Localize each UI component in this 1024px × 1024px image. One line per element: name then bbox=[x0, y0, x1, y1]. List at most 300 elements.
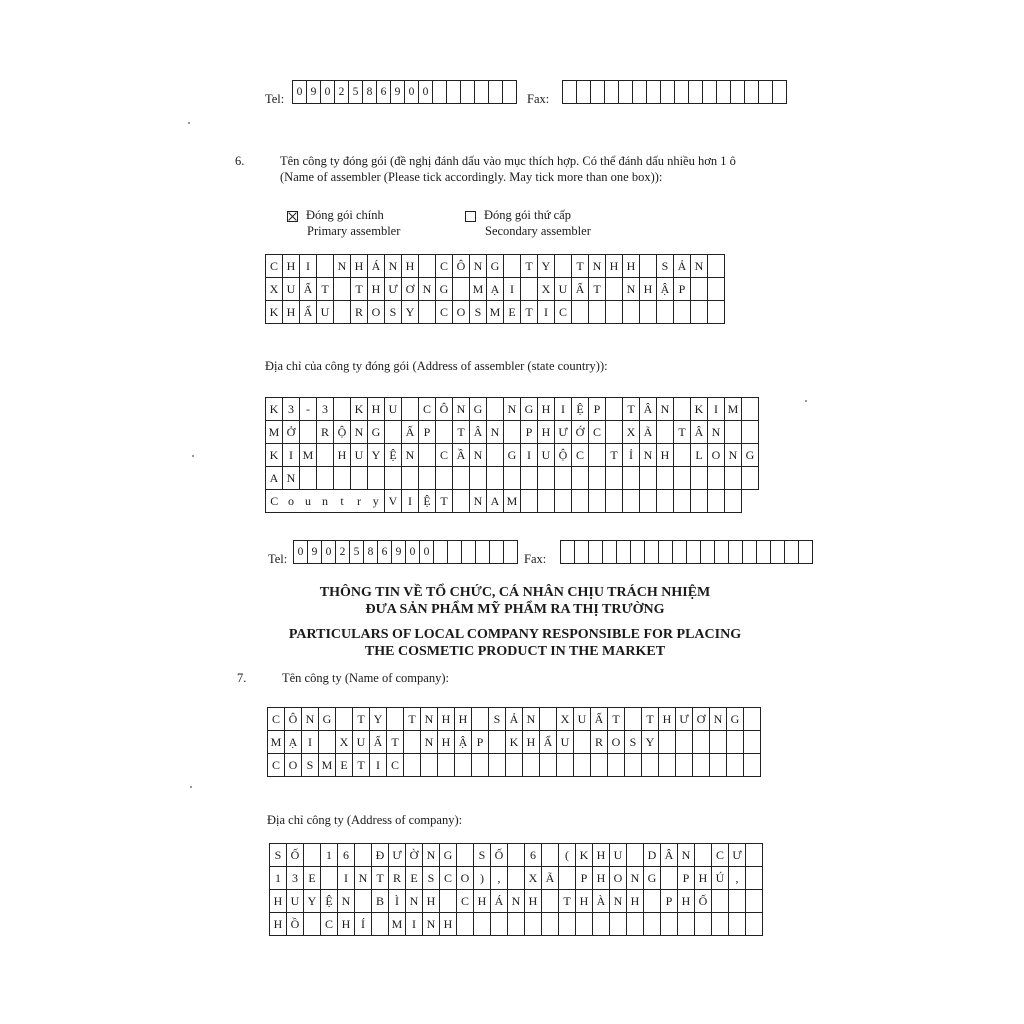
char-cell[interactable]: N bbox=[504, 398, 521, 421]
char-cell[interactable]: H bbox=[523, 731, 540, 754]
char-cell[interactable] bbox=[572, 301, 589, 324]
char-cell[interactable]: Đ bbox=[372, 844, 389, 867]
char-cell[interactable]: K bbox=[266, 301, 283, 324]
char-cell[interactable] bbox=[453, 467, 470, 490]
char-cell[interactable]: 0 bbox=[293, 81, 307, 104]
char-cell[interactable]: I bbox=[338, 867, 355, 890]
char-cell[interactable] bbox=[657, 421, 674, 444]
country-value-cell[interactable] bbox=[708, 490, 725, 513]
char-cell[interactable]: Ư bbox=[555, 421, 572, 444]
char-cell[interactable] bbox=[589, 301, 606, 324]
char-cell[interactable] bbox=[504, 541, 518, 564]
char-cell[interactable] bbox=[489, 731, 506, 754]
char-cell[interactable]: Ơ bbox=[402, 278, 419, 301]
char-cell[interactable]: G bbox=[470, 398, 487, 421]
char-cell[interactable]: N bbox=[453, 398, 470, 421]
char-cell[interactable] bbox=[559, 913, 576, 936]
char-cell[interactable] bbox=[574, 754, 591, 777]
char-cell[interactable] bbox=[404, 754, 421, 777]
char-cell[interactable] bbox=[402, 398, 419, 421]
char-cell[interactable]: M bbox=[319, 754, 336, 777]
char-cell[interactable] bbox=[606, 278, 623, 301]
char-cell[interactable] bbox=[729, 541, 743, 564]
char-cell[interactable]: 9 bbox=[308, 541, 322, 564]
char-cell[interactable] bbox=[402, 467, 419, 490]
assembler-name-grid[interactable] bbox=[265, 254, 725, 324]
char-cell[interactable]: T bbox=[387, 731, 404, 754]
char-cell[interactable]: T bbox=[559, 890, 576, 913]
char-cell[interactable]: H bbox=[593, 867, 610, 890]
char-cell[interactable]: S bbox=[302, 754, 319, 777]
char-cell[interactable]: S bbox=[470, 301, 487, 324]
char-cell[interactable] bbox=[455, 754, 472, 777]
char-cell[interactable] bbox=[727, 754, 744, 777]
char-cell[interactable]: H bbox=[334, 444, 351, 467]
char-cell[interactable] bbox=[334, 301, 351, 324]
primary-assembler-checkbox[interactable] bbox=[287, 211, 298, 222]
char-cell[interactable]: U bbox=[610, 844, 627, 867]
country-value-cell[interactable]: T bbox=[436, 490, 453, 513]
char-cell[interactable] bbox=[557, 754, 574, 777]
char-cell[interactable] bbox=[572, 467, 589, 490]
char-cell[interactable]: 2 bbox=[336, 541, 350, 564]
char-cell[interactable] bbox=[603, 541, 617, 564]
char-cell[interactable] bbox=[674, 398, 691, 421]
char-cell[interactable] bbox=[606, 467, 623, 490]
char-cell[interactable] bbox=[508, 867, 525, 890]
char-cell[interactable] bbox=[661, 81, 675, 104]
char-cell[interactable] bbox=[474, 913, 491, 936]
char-cell[interactable]: Ệ bbox=[572, 398, 589, 421]
char-cell[interactable]: Ư bbox=[385, 278, 402, 301]
char-cell[interactable]: N bbox=[385, 255, 402, 278]
char-cell[interactable]: S bbox=[385, 301, 402, 324]
country-value-cell[interactable] bbox=[555, 490, 572, 513]
char-cell[interactable]: Ộ bbox=[555, 444, 572, 467]
secondary-assembler-checkbox[interactable] bbox=[465, 211, 476, 222]
char-cell[interactable]: 9 bbox=[392, 541, 406, 564]
char-cell[interactable]: Â bbox=[661, 844, 678, 867]
char-cell[interactable]: 6 bbox=[338, 844, 355, 867]
char-cell[interactable] bbox=[610, 913, 627, 936]
company-address-grid[interactable] bbox=[269, 843, 763, 936]
char-cell[interactable]: T bbox=[606, 444, 623, 467]
char-cell[interactable] bbox=[627, 844, 644, 867]
char-cell[interactable]: 0 bbox=[405, 81, 419, 104]
char-cell[interactable] bbox=[657, 301, 674, 324]
char-cell[interactable]: B bbox=[372, 890, 389, 913]
char-cell[interactable] bbox=[475, 81, 489, 104]
char-cell[interactable] bbox=[385, 421, 402, 444]
char-cell[interactable]: U bbox=[538, 444, 555, 467]
char-cell[interactable]: G bbox=[487, 255, 504, 278]
char-cell[interactable] bbox=[659, 754, 676, 777]
char-cell[interactable]: N bbox=[523, 708, 540, 731]
country-value-cell[interactable] bbox=[725, 490, 742, 513]
char-cell[interactable]: N bbox=[402, 444, 419, 467]
char-cell[interactable]: P bbox=[472, 731, 489, 754]
char-cell[interactable]: P bbox=[678, 867, 695, 890]
char-cell[interactable]: H bbox=[640, 278, 657, 301]
char-cell[interactable]: Ả bbox=[506, 708, 523, 731]
char-cell[interactable]: N bbox=[355, 867, 372, 890]
char-cell[interactable]: Á bbox=[491, 890, 508, 913]
char-cell[interactable]: 0 bbox=[321, 81, 335, 104]
char-cell[interactable]: O bbox=[457, 867, 474, 890]
country-value-cell[interactable] bbox=[589, 490, 606, 513]
char-cell[interactable] bbox=[678, 913, 695, 936]
char-cell[interactable]: Ố bbox=[695, 890, 712, 913]
char-cell[interactable]: Ấ bbox=[370, 731, 387, 754]
char-cell[interactable] bbox=[453, 278, 470, 301]
char-cell[interactable]: N bbox=[423, 844, 440, 867]
char-cell[interactable]: N bbox=[351, 421, 368, 444]
char-cell[interactable]: H bbox=[525, 890, 542, 913]
char-cell[interactable]: N bbox=[419, 278, 436, 301]
char-cell[interactable]: N bbox=[623, 278, 640, 301]
char-cell[interactable] bbox=[433, 81, 447, 104]
char-cell[interactable] bbox=[472, 754, 489, 777]
char-cell[interactable]: P bbox=[576, 867, 593, 890]
char-cell[interactable]: H bbox=[576, 890, 593, 913]
char-cell[interactable]: X bbox=[336, 731, 353, 754]
char-cell[interactable]: H bbox=[270, 913, 287, 936]
char-cell[interactable] bbox=[575, 541, 589, 564]
char-cell[interactable] bbox=[559, 867, 576, 890]
char-cell[interactable]: K bbox=[506, 731, 523, 754]
char-cell[interactable] bbox=[744, 708, 761, 731]
char-cell[interactable] bbox=[661, 913, 678, 936]
char-cell[interactable]: Y bbox=[304, 890, 321, 913]
char-cell[interactable]: T bbox=[521, 255, 538, 278]
country-value-cell[interactable] bbox=[572, 490, 589, 513]
char-cell[interactable] bbox=[710, 731, 727, 754]
char-cell[interactable]: C bbox=[440, 867, 457, 890]
char-cell[interactable]: I bbox=[521, 444, 538, 467]
char-cell[interactable]: Â bbox=[691, 421, 708, 444]
char-cell[interactable]: S bbox=[657, 255, 674, 278]
char-cell[interactable]: N bbox=[338, 890, 355, 913]
char-cell[interactable]: K bbox=[266, 444, 283, 467]
char-cell[interactable]: H bbox=[351, 255, 368, 278]
char-cell[interactable] bbox=[640, 467, 657, 490]
char-cell[interactable] bbox=[540, 708, 557, 731]
char-cell[interactable] bbox=[695, 844, 712, 867]
char-cell[interactable]: X bbox=[557, 708, 574, 731]
char-cell[interactable]: Ạ bbox=[285, 731, 302, 754]
char-cell[interactable]: Ư bbox=[729, 844, 746, 867]
country-value-cell[interactable]: V bbox=[385, 490, 402, 513]
char-cell[interactable] bbox=[440, 890, 457, 913]
char-cell[interactable]: G bbox=[368, 421, 385, 444]
char-cell[interactable]: Ờ bbox=[406, 844, 423, 867]
primary-assembler-option[interactable] bbox=[287, 207, 384, 223]
char-cell[interactable]: N bbox=[708, 421, 725, 444]
char-cell[interactable] bbox=[542, 890, 559, 913]
char-cell[interactable]: H bbox=[538, 421, 555, 444]
char-cell[interactable]: 5 bbox=[349, 81, 363, 104]
char-cell[interactable]: 8 bbox=[364, 541, 378, 564]
char-cell[interactable]: C bbox=[555, 301, 572, 324]
char-cell[interactable]: Ấ bbox=[572, 278, 589, 301]
char-cell[interactable]: Ô bbox=[453, 255, 470, 278]
char-cell[interactable]: M bbox=[725, 398, 742, 421]
char-cell[interactable] bbox=[351, 467, 368, 490]
char-cell[interactable] bbox=[434, 541, 448, 564]
char-cell[interactable]: R bbox=[591, 731, 608, 754]
char-cell[interactable] bbox=[523, 754, 540, 777]
char-cell[interactable]: U bbox=[353, 731, 370, 754]
char-cell[interactable]: N bbox=[421, 708, 438, 731]
char-cell[interactable]: H bbox=[623, 255, 640, 278]
char-cell[interactable] bbox=[540, 754, 557, 777]
char-cell[interactable]: Ấ bbox=[300, 278, 317, 301]
char-cell[interactable]: G bbox=[436, 278, 453, 301]
char-cell[interactable]: 0 bbox=[420, 541, 434, 564]
char-cell[interactable]: E bbox=[304, 867, 321, 890]
char-cell[interactable]: Ố bbox=[491, 844, 508, 867]
char-cell[interactable]: 1 bbox=[270, 867, 287, 890]
char-cell[interactable]: Ầ bbox=[453, 444, 470, 467]
secondary-assembler-option[interactable] bbox=[465, 207, 571, 223]
char-cell[interactable]: S bbox=[270, 844, 287, 867]
country-value-cell[interactable] bbox=[623, 490, 640, 513]
char-cell[interactable] bbox=[487, 444, 504, 467]
char-cell[interactable] bbox=[642, 754, 659, 777]
char-cell[interactable]: Ơ bbox=[693, 708, 710, 731]
char-cell[interactable] bbox=[608, 754, 625, 777]
char-cell[interactable]: T bbox=[372, 867, 389, 890]
char-cell[interactable]: N bbox=[283, 467, 300, 490]
char-cell[interactable] bbox=[605, 81, 619, 104]
char-cell[interactable]: Y bbox=[368, 444, 385, 467]
char-cell[interactable]: E bbox=[406, 867, 423, 890]
char-cell[interactable]: C bbox=[712, 844, 729, 867]
char-cell[interactable]: I bbox=[302, 731, 319, 754]
char-cell[interactable]: Ã bbox=[640, 421, 657, 444]
char-cell[interactable] bbox=[589, 444, 606, 467]
char-cell[interactable] bbox=[508, 913, 525, 936]
char-cell[interactable]: Ã bbox=[542, 867, 559, 890]
char-cell[interactable]: C bbox=[321, 913, 338, 936]
char-cell[interactable]: Ô bbox=[285, 708, 302, 731]
char-cell[interactable] bbox=[319, 731, 336, 754]
char-cell[interactable] bbox=[438, 754, 455, 777]
char-cell[interactable]: H bbox=[678, 890, 695, 913]
char-cell[interactable]: H bbox=[438, 731, 455, 754]
char-cell[interactable] bbox=[334, 398, 351, 421]
char-cell[interactable] bbox=[503, 81, 517, 104]
char-cell[interactable]: I bbox=[406, 913, 423, 936]
char-cell[interactable]: I bbox=[504, 278, 521, 301]
char-cell[interactable] bbox=[647, 81, 661, 104]
char-cell[interactable]: S bbox=[625, 731, 642, 754]
char-cell[interactable]: N bbox=[610, 890, 627, 913]
char-cell[interactable]: G bbox=[440, 844, 457, 867]
country-value-cell[interactable]: N bbox=[470, 490, 487, 513]
char-cell[interactable] bbox=[644, 890, 661, 913]
char-cell[interactable]: O bbox=[608, 731, 625, 754]
char-cell[interactable]: X bbox=[623, 421, 640, 444]
char-cell[interactable] bbox=[759, 81, 773, 104]
char-cell[interactable] bbox=[542, 913, 559, 936]
char-cell[interactable]: U bbox=[283, 278, 300, 301]
char-cell[interactable] bbox=[746, 890, 763, 913]
country-value-cell[interactable] bbox=[521, 490, 538, 513]
tel-grid[interactable] bbox=[292, 80, 517, 104]
char-cell[interactable]: , bbox=[491, 867, 508, 890]
char-cell[interactable] bbox=[448, 541, 462, 564]
char-cell[interactable]: C bbox=[268, 754, 285, 777]
char-cell[interactable] bbox=[521, 467, 538, 490]
char-cell[interactable]: , bbox=[729, 867, 746, 890]
char-cell[interactable]: 2 bbox=[335, 81, 349, 104]
char-cell[interactable]: M bbox=[389, 913, 406, 936]
char-cell[interactable]: Ậ bbox=[657, 278, 674, 301]
char-cell[interactable]: H bbox=[695, 867, 712, 890]
char-cell[interactable]: S bbox=[474, 844, 491, 867]
char-cell[interactable] bbox=[710, 754, 727, 777]
company-name-grid[interactable] bbox=[267, 707, 761, 777]
char-cell[interactable]: N bbox=[406, 890, 423, 913]
char-cell[interactable]: U bbox=[287, 890, 304, 913]
char-cell[interactable] bbox=[504, 421, 521, 444]
char-cell[interactable] bbox=[521, 278, 538, 301]
char-cell[interactable]: U bbox=[555, 278, 572, 301]
char-cell[interactable]: G bbox=[742, 444, 759, 467]
char-cell[interactable] bbox=[317, 255, 334, 278]
char-cell[interactable]: N bbox=[470, 444, 487, 467]
char-cell[interactable]: 6 bbox=[377, 81, 391, 104]
char-cell[interactable] bbox=[304, 844, 321, 867]
char-cell[interactable] bbox=[729, 890, 746, 913]
char-cell[interactable]: Ẩ bbox=[300, 301, 317, 324]
char-cell[interactable]: 3 bbox=[283, 398, 300, 421]
char-cell[interactable]: M bbox=[470, 278, 487, 301]
char-cell[interactable] bbox=[447, 81, 461, 104]
char-cell[interactable] bbox=[717, 81, 731, 104]
char-cell[interactable]: U bbox=[385, 398, 402, 421]
char-cell[interactable]: N bbox=[423, 913, 440, 936]
char-cell[interactable] bbox=[487, 398, 504, 421]
char-cell[interactable] bbox=[693, 754, 710, 777]
char-cell[interactable]: S bbox=[489, 708, 506, 731]
char-cell[interactable]: H bbox=[657, 444, 674, 467]
char-cell[interactable]: T bbox=[642, 708, 659, 731]
char-cell[interactable]: P bbox=[521, 421, 538, 444]
char-cell[interactable] bbox=[606, 421, 623, 444]
char-cell[interactable] bbox=[419, 444, 436, 467]
char-cell[interactable] bbox=[659, 541, 673, 564]
char-cell[interactable]: O bbox=[368, 301, 385, 324]
country-value-cell[interactable]: A bbox=[487, 490, 504, 513]
char-cell[interactable]: P bbox=[419, 421, 436, 444]
char-cell[interactable]: 6 bbox=[525, 844, 542, 867]
char-cell[interactable]: K bbox=[576, 844, 593, 867]
char-cell[interactable]: H bbox=[627, 890, 644, 913]
char-cell[interactable]: Y bbox=[402, 301, 419, 324]
char-cell[interactable] bbox=[317, 444, 334, 467]
char-cell[interactable] bbox=[799, 541, 813, 564]
char-cell[interactable]: T bbox=[572, 255, 589, 278]
char-cell[interactable] bbox=[436, 467, 453, 490]
char-cell[interactable] bbox=[476, 541, 490, 564]
char-cell[interactable]: H bbox=[474, 890, 491, 913]
char-cell[interactable] bbox=[300, 467, 317, 490]
char-cell[interactable]: I bbox=[370, 754, 387, 777]
char-cell[interactable] bbox=[703, 81, 717, 104]
char-cell[interactable] bbox=[317, 467, 334, 490]
char-cell[interactable] bbox=[576, 913, 593, 936]
char-cell[interactable]: Ớ bbox=[572, 421, 589, 444]
char-cell[interactable] bbox=[742, 467, 759, 490]
char-cell[interactable]: U bbox=[557, 731, 574, 754]
char-cell[interactable] bbox=[538, 467, 555, 490]
char-cell[interactable]: C bbox=[572, 444, 589, 467]
char-cell[interactable]: T bbox=[608, 708, 625, 731]
char-cell[interactable] bbox=[617, 541, 631, 564]
char-cell[interactable]: U bbox=[574, 708, 591, 731]
char-cell[interactable] bbox=[508, 844, 525, 867]
char-cell[interactable]: H bbox=[538, 398, 555, 421]
char-cell[interactable] bbox=[785, 541, 799, 564]
char-cell[interactable]: H bbox=[283, 301, 300, 324]
char-cell[interactable]: K bbox=[266, 398, 283, 421]
char-cell[interactable] bbox=[675, 81, 689, 104]
char-cell[interactable]: Ú bbox=[712, 867, 729, 890]
char-cell[interactable]: K bbox=[351, 398, 368, 421]
char-cell[interactable]: N bbox=[678, 844, 695, 867]
char-cell[interactable]: Ệ bbox=[321, 890, 338, 913]
char-cell[interactable]: H bbox=[283, 255, 300, 278]
char-cell[interactable] bbox=[368, 467, 385, 490]
char-cell[interactable] bbox=[355, 844, 372, 867]
char-cell[interactable]: I bbox=[283, 444, 300, 467]
char-cell[interactable]: Y bbox=[538, 255, 555, 278]
char-cell[interactable]: I bbox=[555, 398, 572, 421]
country-value-cell[interactable] bbox=[691, 490, 708, 513]
char-cell[interactable] bbox=[606, 301, 623, 324]
char-cell[interactable]: E bbox=[336, 754, 353, 777]
char-cell[interactable]: Ẩ bbox=[540, 731, 557, 754]
char-cell[interactable] bbox=[712, 890, 729, 913]
char-cell[interactable]: 0 bbox=[406, 541, 420, 564]
char-cell[interactable] bbox=[457, 844, 474, 867]
char-cell[interactable] bbox=[691, 278, 708, 301]
char-cell[interactable]: N bbox=[470, 255, 487, 278]
char-cell[interactable] bbox=[490, 541, 504, 564]
char-cell[interactable]: O bbox=[453, 301, 470, 324]
char-cell[interactable]: 0 bbox=[419, 81, 433, 104]
char-cell[interactable] bbox=[589, 467, 606, 490]
char-cell[interactable] bbox=[419, 301, 436, 324]
char-cell[interactable] bbox=[657, 467, 674, 490]
char-cell[interactable]: T bbox=[521, 301, 538, 324]
char-cell[interactable]: U bbox=[351, 444, 368, 467]
char-cell[interactable]: M bbox=[268, 731, 285, 754]
char-cell[interactable]: H bbox=[338, 913, 355, 936]
char-cell[interactable]: Ì bbox=[389, 890, 406, 913]
char-cell[interactable]: H bbox=[659, 708, 676, 731]
char-cell[interactable] bbox=[744, 754, 761, 777]
char-cell[interactable]: T bbox=[623, 398, 640, 421]
char-cell[interactable] bbox=[623, 301, 640, 324]
country-value-cell[interactable] bbox=[453, 490, 470, 513]
char-cell[interactable]: O bbox=[610, 867, 627, 890]
char-cell[interactable] bbox=[589, 541, 603, 564]
char-cell[interactable]: I bbox=[708, 398, 725, 421]
char-cell[interactable] bbox=[623, 467, 640, 490]
